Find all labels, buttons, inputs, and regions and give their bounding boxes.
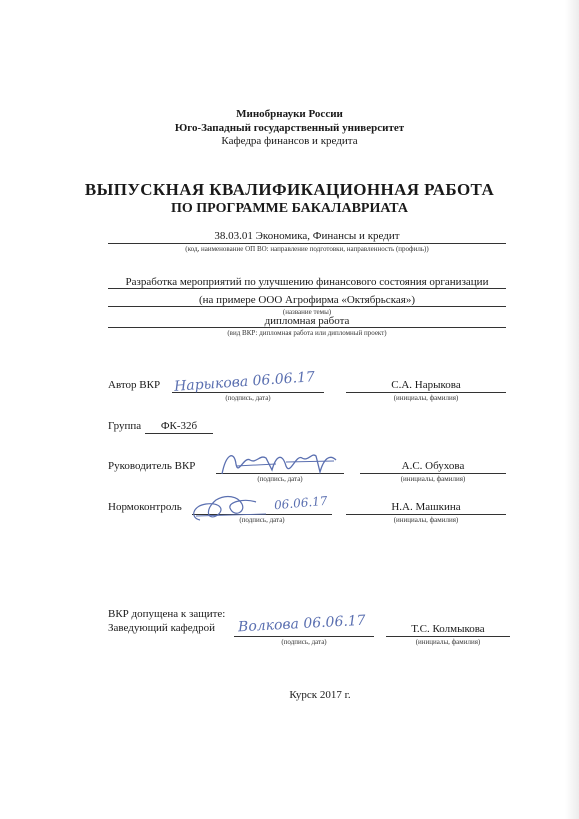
group-underline [145, 433, 213, 434]
head-signature: Волкова 06.06.17 [237, 612, 367, 636]
normcontrol-name-line [346, 514, 506, 515]
topic-line-2: (на примере ООО Агрофирма «Октябрьская») [199, 294, 415, 306]
city-year: Курск 2017 г. [289, 689, 351, 701]
work-type-underline [108, 327, 506, 328]
program-caption: (код, наименование ОП ВО: направление подготовки, направленность (профиль)) [185, 245, 429, 253]
author-name: С.А. Нарыкова [391, 379, 461, 391]
normcontrol-name: Н.А. Машкина [391, 501, 461, 513]
document-subtitle: ПО ПРОГРАММЕ БАКАЛАВРИАТА [171, 201, 408, 216]
author-signature: Нарыкова 06.06.17 [173, 369, 316, 395]
admission-label: ВКР допущена к защите: [108, 608, 226, 620]
ministry-name: Минобрнауки России [236, 108, 343, 120]
head-sign-caption: (подпись, дата) [281, 638, 327, 646]
supervisor-label: Руководитель ВКР [108, 460, 196, 472]
head-name-caption: (инициалы, фамилия) [415, 638, 481, 646]
normcontrol-sign-caption: (подпись, дата) [239, 516, 285, 524]
university-name: Юго-Западный государственный университет [174, 122, 405, 134]
author-label: Автор ВКР [108, 379, 161, 391]
supervisor-sign-caption: (подпись, дата) [257, 475, 303, 483]
topic-line-1: Разработка мероприятий по улучшению финансового состояния организации [125, 276, 489, 288]
author-name-line [346, 392, 506, 393]
supervisor-name-line [360, 473, 506, 474]
head-name-line [386, 636, 510, 637]
group-label: Группа [108, 420, 142, 432]
program-underline [108, 243, 506, 244]
topic-underline-1 [108, 288, 506, 289]
normcontrol-label: Нормоконтроль [108, 501, 182, 513]
program-value: 38.03.01 Экономика, Финансы и кредит [214, 230, 400, 242]
author-sign-caption: (подпись, дата) [225, 394, 271, 402]
head-sign-line [234, 636, 374, 637]
work-type-caption: (вид ВКР: дипломная работа или дипломный проект) [227, 329, 387, 337]
supervisor-name-caption: (инициалы, фамилия) [400, 475, 466, 483]
department-name: Кафедра финансов и кредита [221, 135, 358, 147]
document-title: ВЫПУСКНАЯ КВАЛИФИКАЦИОННАЯ РАБОТА [84, 180, 495, 199]
author-name-caption: (инициалы, фамилия) [393, 394, 459, 402]
normcontrol-name-caption: (инициалы, фамилия) [393, 516, 459, 524]
head-name: Т.С. Колмыкова [411, 623, 485, 635]
topic-caption: (название темы) [282, 308, 332, 316]
head-of-department-label: Заведующий кафедрой [108, 622, 215, 634]
supervisor-name: А.С. Обухова [401, 460, 465, 472]
topic-underline-2 [108, 306, 506, 307]
work-type-value: дипломная работа [264, 315, 350, 327]
group-value: ФК-32б [160, 420, 198, 432]
normcontrol-signature-date: 06.06.17 [273, 493, 328, 513]
